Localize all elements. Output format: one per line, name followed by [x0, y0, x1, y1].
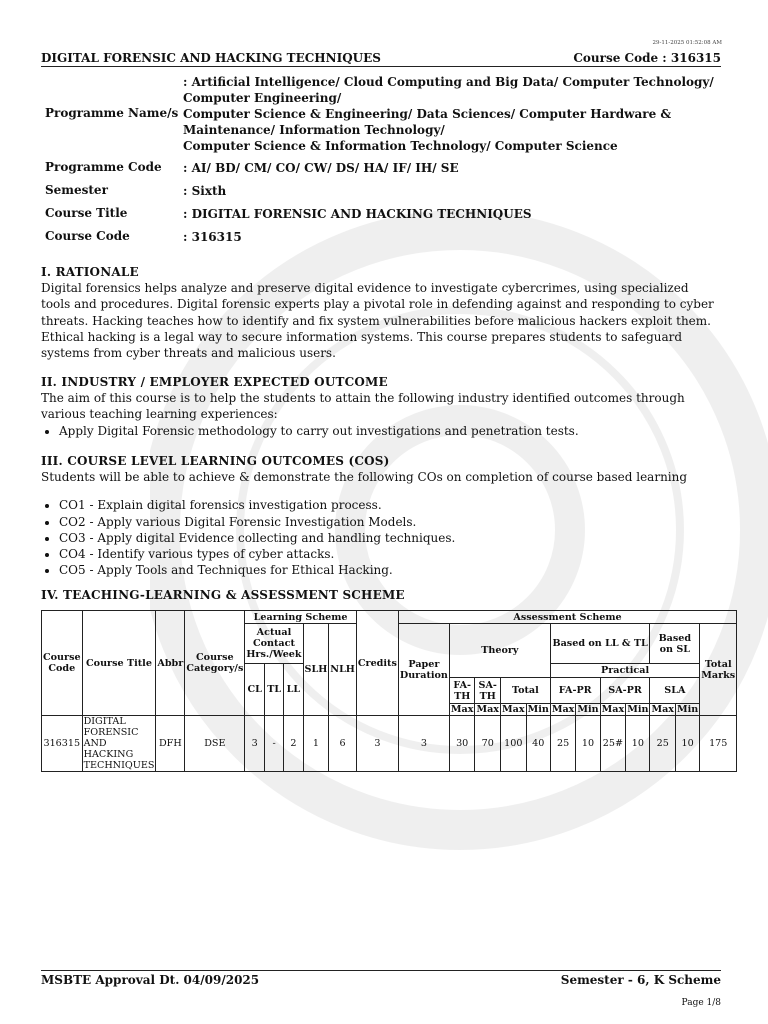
co-item: • CO4 - Identify various types of cyber attacks.: [59, 546, 721, 562]
co-item: • CO3 - Apply digital Evidence collecting and handling techniques.: [59, 530, 721, 546]
industry-section: [41, 374, 721, 439]
th-min: Min: [677, 704, 699, 715]
co-item: • CO5 - Apply Tools and Techniques for Ethical Hacking.: [59, 562, 721, 578]
th-course-title: Course Title: [82, 611, 156, 716]
course-title-label: Course Title: [45, 206, 128, 220]
th-practical: Practical: [550, 664, 699, 678]
footer-approval: MSBTE Approval Dt. 04/09/2025: [41, 973, 260, 987]
th-learning-scheme: Learning Scheme: [245, 611, 357, 624]
th-fa-th: FA-TH: [449, 678, 475, 704]
th-ll: LL: [284, 664, 303, 716]
th-max: Max: [502, 704, 525, 715]
rationale-section: [41, 264, 721, 361]
th-min: Min: [577, 704, 599, 715]
page-footer: [41, 970, 721, 987]
footer-semester: Semester - 6, K Scheme: [560, 973, 721, 987]
th-category: Course Category/s: [185, 611, 245, 716]
th-max: Max: [551, 704, 575, 715]
th-paper-duration: Paper Duration: [398, 624, 449, 716]
header-course-code: Course Code : 316315: [573, 51, 721, 65]
cos-text: Students will be able to achieve & demonstrate the following COs on completion of course based learning: [41, 470, 688, 485]
co-item: • CO2 - Apply various Digital Forensic Investigation Models.: [59, 514, 721, 530]
rationale-heading: I. RATIONALE: [41, 265, 139, 279]
print-timestamp: 29-11-2025 01:52:08 AM: [652, 40, 722, 46]
th-based-sl: Based on SL: [650, 624, 700, 664]
th-max: Max: [601, 704, 625, 715]
semester-value: : Sixth: [183, 184, 227, 198]
th-tl: TL: [265, 664, 284, 716]
course-title-value: : DIGITAL FORENSIC AND HACKING TECHNIQUES: [183, 207, 532, 221]
th-min: Min: [527, 704, 549, 715]
header-title: DIGITAL FORENSIC AND HACKING TECHNIQUES: [41, 51, 381, 65]
rationale-text: Digital forensics helps analyze and preserve digital evidence to investigate cybercrimes, using specialized tools and procedures. Digital forensic experts play a pivotal role in defending against and responding to cyber threats. Hacking teaches how to identify and fix system vulnerabilities before malicious hackers exploit them. Ethical hacking is a legal way to secure information systems. This course prepares students to safeguard systems from cyber threats and malicious users.: [41, 281, 714, 361]
th-total-marks: Total Marks: [700, 624, 737, 716]
programme-code-value: : AI/ BD/ CM/ CO/ CW/ DS/ HA/ IF/ IH/ SE: [183, 161, 459, 175]
th-credits: Credits: [356, 611, 398, 716]
th-assessment-scheme: Assessment Scheme: [398, 611, 736, 624]
scheme-table: [41, 610, 737, 772]
th-fa-pr: FA-PR: [550, 678, 600, 704]
th-slh: SLH: [303, 624, 329, 716]
page-header: [41, 51, 721, 67]
th-min: Min: [627, 704, 649, 715]
th-max: Max: [651, 704, 675, 715]
course-info: [45, 74, 725, 252]
th-sa-th: SA-TH: [475, 678, 501, 704]
th-cl: CL: [245, 664, 265, 716]
programme-names: : Artificial Intelligence/ Cloud Computing and Big Data/ Computer Technology/ Computer Engineering/ Computer Science & Engineering/ Data Sciences/ Computer Hardware & Maintenance/ Information Technology/ Computer Science & Information Technology/ Computer Science: [183, 75, 714, 153]
th-max: Max: [450, 704, 474, 715]
cos-section: [41, 453, 721, 578]
page-number: Page 1/8: [681, 998, 721, 1008]
th-sa-pr: SA-PR: [600, 678, 650, 704]
co-item: • CO1 - Explain digital forensics investigation process.: [59, 497, 721, 513]
course-code-value: : 316315: [183, 230, 242, 244]
th-total: Total: [501, 678, 551, 704]
programme-label: Programme Name/s: [45, 106, 179, 120]
th-nlh: NLH: [329, 624, 357, 716]
table-row: 316315 DIGITAL FORENSIC AND HACKING TECHNIQUES DFH DSE 3 - 2 1 6 3 3 30 70 100 40 25 10 25# 10 25 10 175: [42, 716, 737, 772]
scheme-heading: IV. TEACHING-LEARNING & ASSESSMENT SCHEME: [41, 588, 405, 602]
semester-label: Semester: [45, 183, 108, 197]
scheme-section: [41, 587, 721, 603]
th-based-ll-tl: Based on LL & TL: [550, 624, 650, 664]
course-code-label: Course Code: [45, 229, 130, 243]
cos-heading: III. COURSE LEVEL LEARNING OUTCOMES (COS): [41, 454, 390, 468]
programme-code-label: Programme Code: [45, 160, 162, 174]
th-actual-contact: Actual Contact Hrs./Week: [245, 624, 303, 664]
th-sla: SLA: [650, 678, 700, 704]
industry-heading: II. INDUSTRY / EMPLOYER EXPECTED OUTCOME: [41, 375, 388, 389]
th-abbr: Abbr: [156, 611, 185, 716]
industry-text: The aim of this course is to help the students to attain the following industry identified outcomes through various teaching learning experiences:: [41, 391, 685, 422]
th-course-code: Course Code: [42, 611, 83, 716]
th-max: Max: [476, 704, 500, 715]
th-theory: Theory: [449, 624, 550, 678]
industry-bullet: • Apply Digital Forensic methodology to carry out investigations and penetration tests.: [59, 423, 721, 439]
